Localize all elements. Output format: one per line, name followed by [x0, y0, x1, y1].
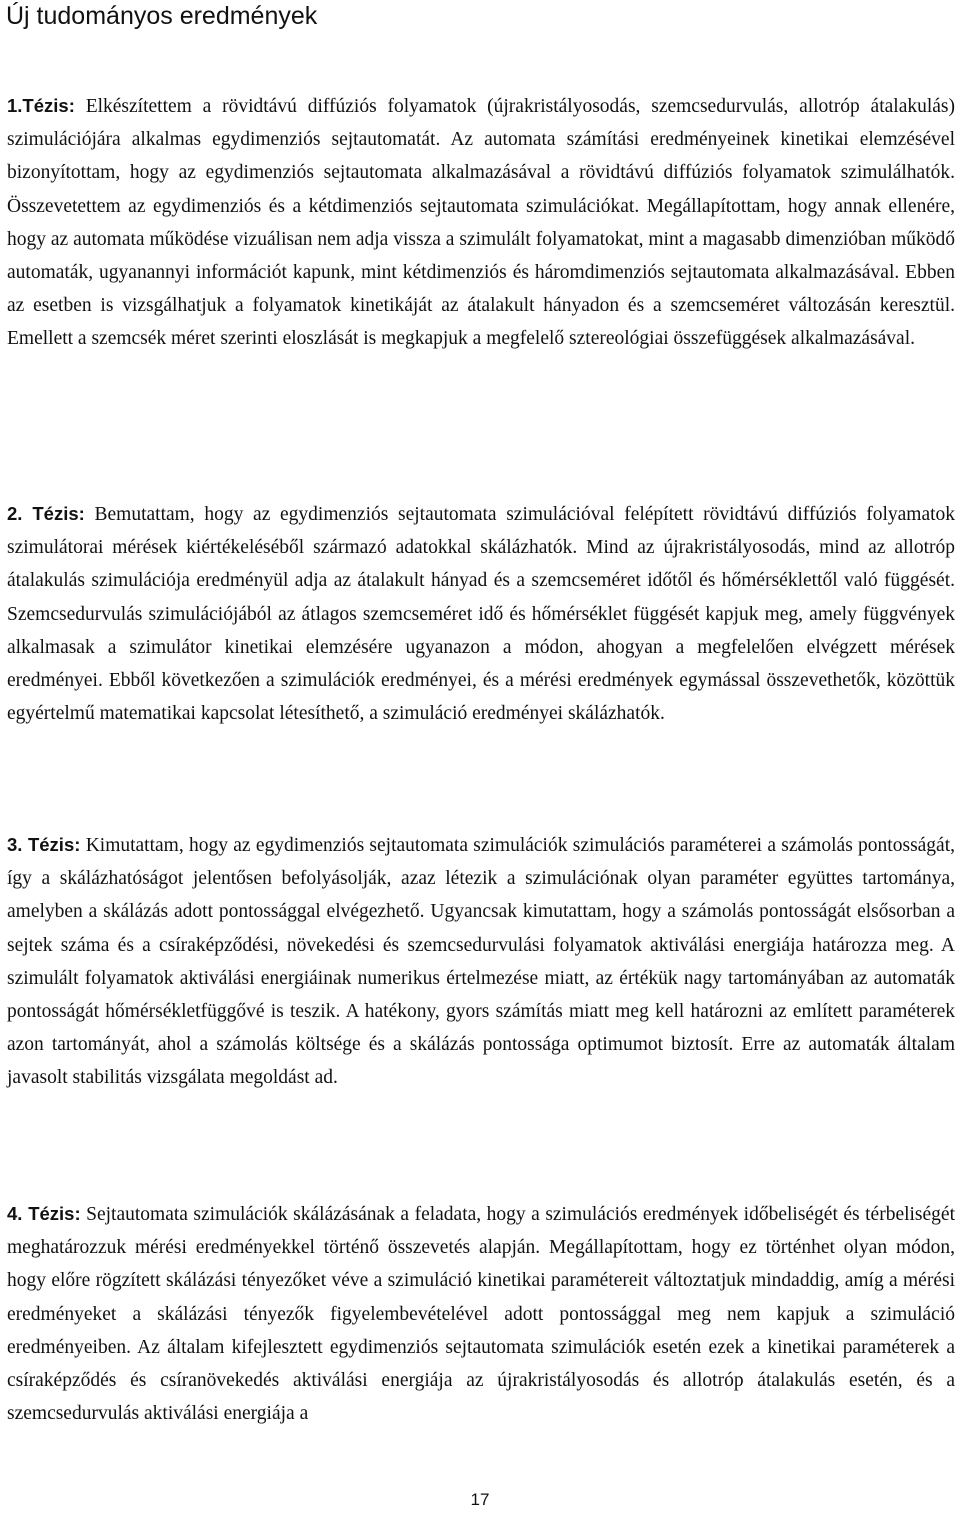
thesis-1-text: Elkészítettem a rövidtávú diffúziós folyamatok (újrakristályosodás, szemcsedurvulás, allotróp átalakulás) szimulációjára alkalmas egydimenziós sejtautomatát. Az automata számítási eredményeinek kinetikai elemzésével bizonyítottam, hogy az egydimenziós sejtautomata alkalmazásával a rövidtávú diffúziós folyamatok szimulálhatók. Összevetettem az egydimenziós és a kétdimenziós sejtautomata szimulációkat. Megállapítottam, hogy annak ellenére, hogy az automata működése vizuálisan nem adja vissza a szimulált folyamatokat, mint a magasabb dimenzióban működő automaták, ugyanannyi információt kapunk, mint kétdimenziós és háromdimenziós sejtautomata alkalmazásával. Ebben az esetben is vizsgálhatjuk a folyamatok kinetikáját az átalakult hányadon és a szemcseméret változásán keresztül. Emellett a szemcsék méret szerinti eloszlását is megkapjuk a megfelelő sztereológiai összefüggések alkalmazásával.	[7, 96, 956, 350]
thesis-1-paragraph	[7, 89, 955, 356]
thesis-4-label: 4. Tézis:	[7, 1203, 81, 1224]
page-number: 17	[470, 1490, 490, 1509]
thesis-1-label: 1.Tézis:	[7, 95, 75, 116]
thesis-3-paragraph	[7, 828, 955, 1095]
thesis-2-label: 2. Tézis:	[7, 503, 85, 524]
page-title: Új tudományos eredmények	[6, 2, 318, 30]
thesis-2-text: Bemutattam, hogy az egydimenziós sejtautomata szimulációval felépített rövidtávú diffúziós folyamatok szimulátorai mérések kiértékeléséből származó adatokkal skálázhatók. Mind az újrakristályosodás, mind az allotróp átalakulás szimulációja eredményül adja az átalakult hányad és a szemcseméret időtől és hőmérséklettől való függését. Szemcsedurvulás szimulációjából az átlagos szemcseméret idő és hőmérséklet függését kapjuk meg, amely függvények alkalmasak a szimulátor kinetikai elemzésére ugyanazon a módon, ahogyan a megfelelően elvégzett mérések eredményei. Ebből következően a szimulációk eredményei, és a mérési eredmények egymással összevethetők, közöttük egyértelmű matematikai kapcsolat létesíthető, a szimuláció eredményei skálázhatók.	[7, 504, 956, 725]
thesis-2-paragraph	[7, 497, 955, 730]
thesis-3-label: 3. Tézis:	[7, 834, 81, 855]
thesis-3-text: Kimutattam, hogy az egydimenziós sejtautomata szimulációk szimulációs paraméterei a számolás pontosságát, így a skálázhatóságot jelentősen befolyásolják, azaz létezik a szimulációnak olyan paraméter együttes tartománya, amelyben a skálázás adott pontossággal elvégezhető. Ugyancsak kimutattam, hogy a számolás pontosságát elsősorban a sejtek száma és a csíraképződési, növekedési és szemcsedurvulási folyamatok aktiválási energiája határozza meg. A szimulált folyamatok aktiválási energiáinak numerikus értelmezése miatt, az értékük nagy tartományában az automaták pontosságát hőmérsékletfüggővé is teszik. A hatékony, gyors számítás miatt meg kell határozni az említett paraméterek azon tartományát, ahol a számolás költsége és a skálázás pontossága optimumot biztosít. Erre az automaták általam javasolt stabilitás vizsgálata megoldást ad.	[7, 835, 956, 1089]
thesis-4-text: Sejtautomata szimulációk skálázásának a feladata, hogy a szimulációs eredmények időbeliségét és térbeliségét meghatározzuk mérési eredményekkel történő összevetés alapján. Megállapítottam, hogy ez történhet olyan módon, hogy előre rögzített skálázási tényezőket véve a szimuláció kinetikai paramétereit változtatjuk mindaddig, amíg a mérési eredményeket a skálázási tényezők figyelembevételével adott pontossággal meg nem kapjuk a szimuláció eredményeiben. Az általam kifejlesztett egydimenziós sejtautomata szimulációk esetén ezek a kinetikai paraméterek a csíraképződés és csíranövekedés aktiválási energiája az újrakristályosodás és allotróp átalakulás esetén, és a szemcsedurvulás aktiválási energiája a	[7, 1204, 955, 1425]
thesis-4-paragraph	[7, 1197, 955, 1430]
